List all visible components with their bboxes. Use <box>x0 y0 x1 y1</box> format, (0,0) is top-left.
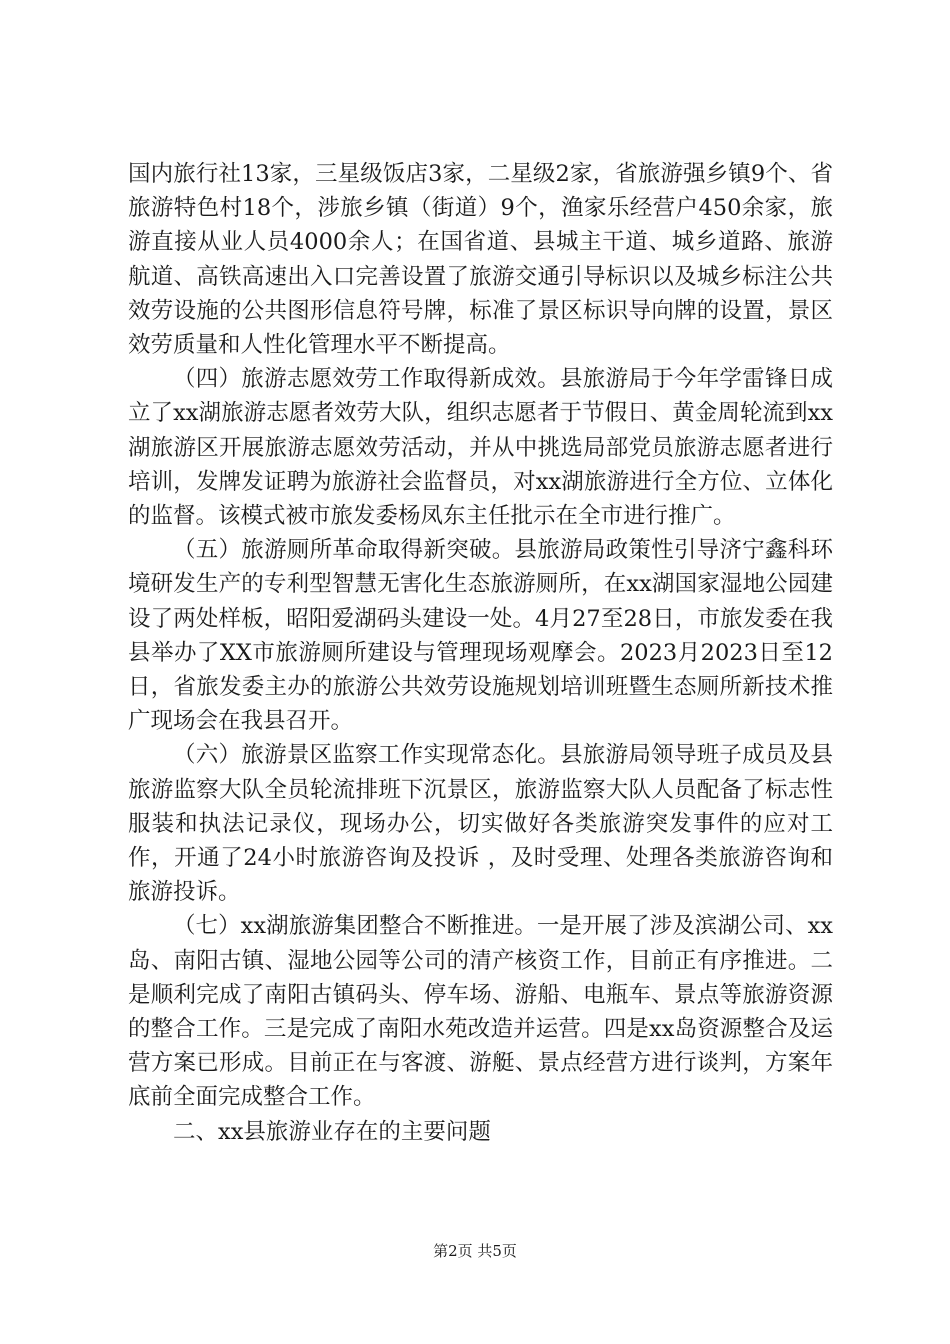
paragraph-scenic-supervision: （六）旅游景区监察工作实现常态化。县旅游局领导班子成员及县旅游监察大队全员轮流排班下沉景区，旅游监察大队人员配备了标志性服装和执法记录仪，现场办公，切实做好各类旅游突发事件的应对工作，开通了24小时旅游咨询及投诉 ，及时受理、处理各类旅游咨询和旅游投诉。 <box>128 742 833 906</box>
paragraph-continuation: 国内旅行社13家，三星级饭店3家，二星级2家，省旅游强乡镇9个、省旅游特色村18个，涉旅乡镇（街道）9个，渔家乐经营户450余家，旅游直接从业人员4000余人；在国省道、县城主干道、城乡道路、旅游航道、高铁高速出入口完善设置了旅游交通引导标识以及城乡标注公共效劳设施的公共图形信息符号牌，标准了景区标识导向牌的设置，景区效劳质量和人性化管理水平不断提高。 <box>128 161 833 359</box>
document-body <box>128 157 833 1149</box>
section-heading-problems: 二、xx县旅游业存在的主要问题 <box>173 1118 491 1145</box>
paragraph-volunteer-service: （四）旅游志愿效劳工作取得新成效。县旅游局于今年学雷锋日成立了xx湖旅游志愿者效劳大队，组织志愿者于节假日、黄金周轮流到xx湖旅游区开展旅游志愿效劳活动，并从中挑选局部党员旅游志愿者进行培训，发牌发证聘为旅游社会监督员，对xx湖旅游进行全方位、立体化的监督。该模式被市旅发委杨凤东主任批示在全市进行推广。 <box>128 366 833 530</box>
paragraph-tourism-group: （七）xx湖旅游集团整合不断推进。一是开展了涉及滨湖公司、xx岛、南阳古镇、湿地公园等公司的清产核资工作，目前正有序推进。二是顺利完成了南阳古镇码头、停车场、游船、电瓶车、景点等旅游资源的整合工作。三是完成了南阳水苑改造并运营。四是xx岛资源整合及运营方案已形成。目前正在与客渡、游艇、景点经营方进行谈判，方案年底前全面完成整合工作。 <box>128 913 833 1111</box>
paragraph-toilet-revolution: （五）旅游厕所革命取得新突破。县旅游局政策性引导济宁鑫科环境研发生产的专利型智慧无害化生态旅游厕所，在xx湖国家湿地公园建设了两处样板，昭阳爱湖码头建设一处。4月27至28日，市旅发委在我县举办了XX市旅游厕所建设与管理现场观摩会。2023月2023日至12日，省旅发委主办的旅游公共效劳设施规划培训班暨生态厕所新技术推广现场会在我县召开。 <box>128 537 833 735</box>
page-number-footer: 第2页 共5页 <box>433 1242 517 1260</box>
